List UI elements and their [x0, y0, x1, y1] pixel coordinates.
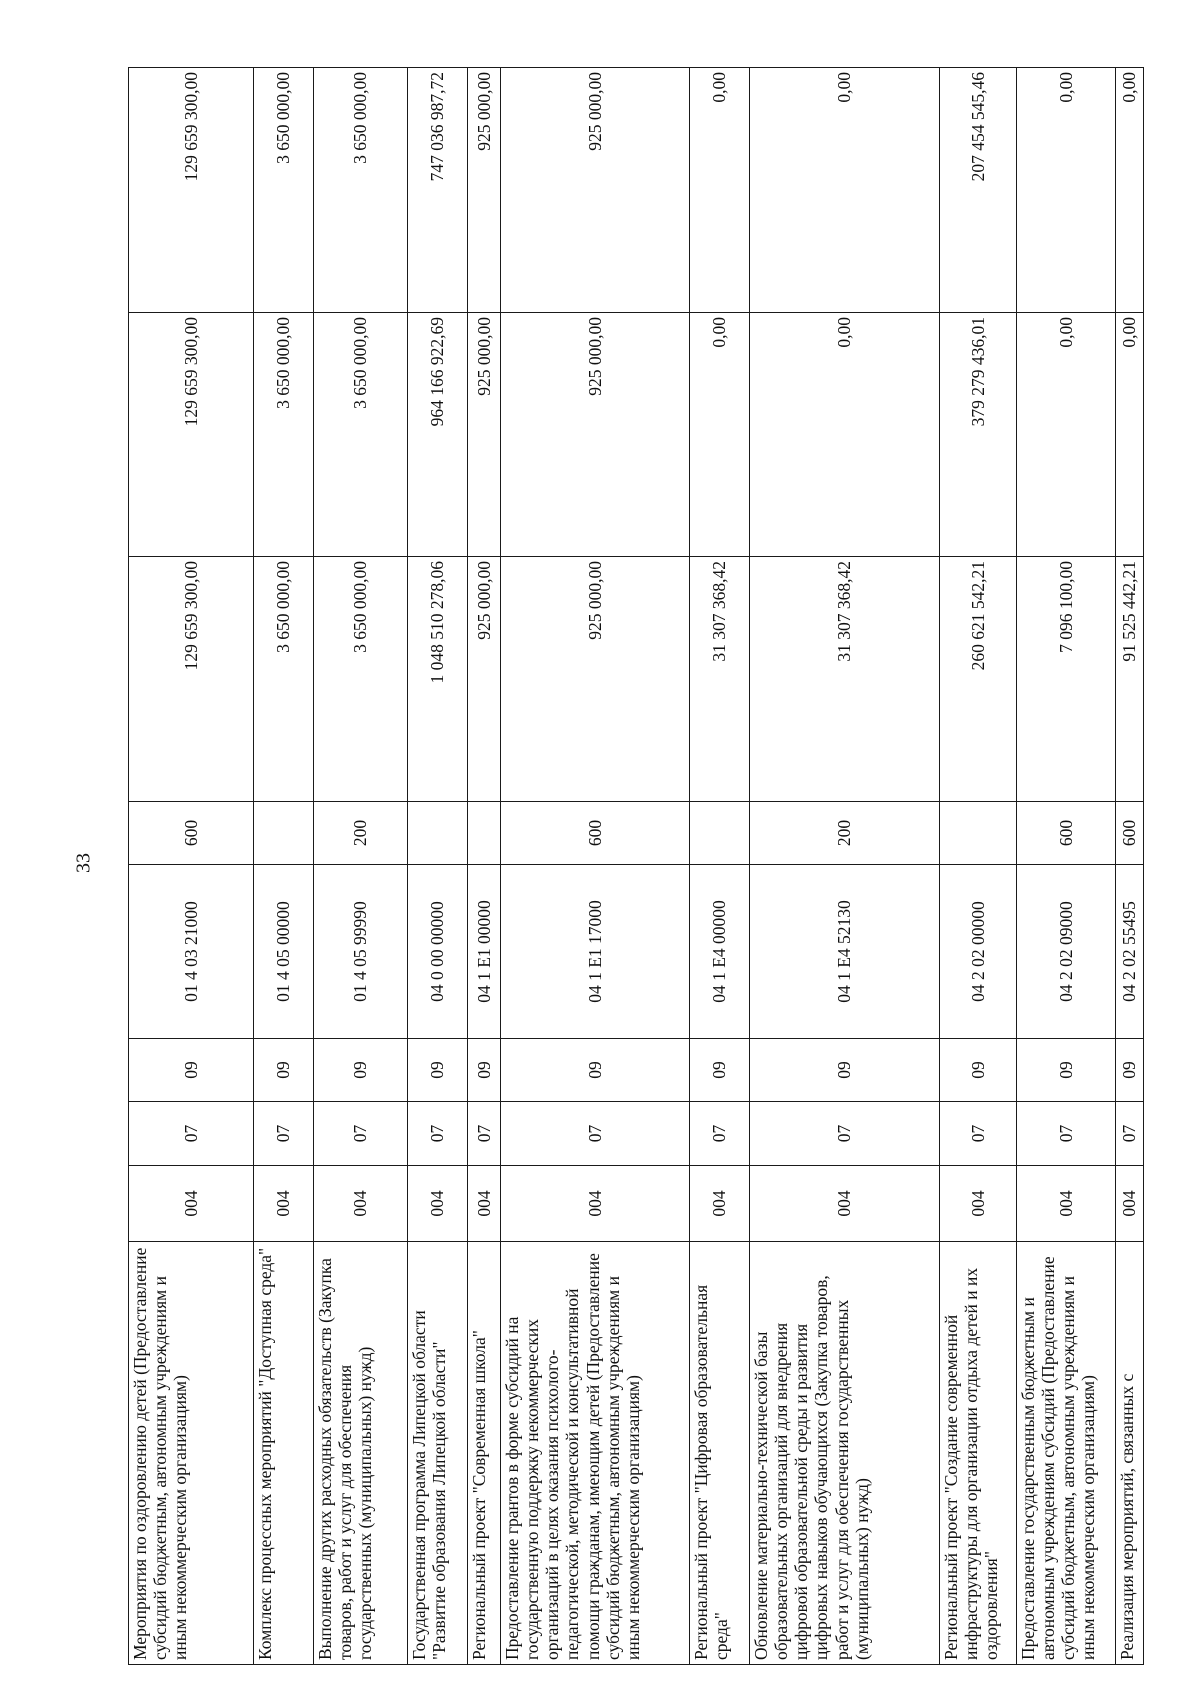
subsection-code-cell: 09	[1017, 1039, 1116, 1102]
amount-year2-cell: 0,00	[750, 313, 940, 557]
section-code-cell: 07	[408, 1102, 468, 1166]
row-name-cell: Предоставление грантов в форме субсидий на государственную поддержку некоммерческих организаций в целях оказания психолого-педагогической, методической и консультативной помощи гражданам, имеющим детей (Предоставление субсидий бюджетным, автономным учреждениям и иным некоммерческим организациям)	[501, 1242, 690, 1665]
admin-code-cell: 004	[254, 1166, 314, 1242]
target-code-cell: 04 1 E4 52130	[750, 865, 940, 1039]
budget-table	[128, 67, 1144, 1665]
expense-type-cell	[254, 802, 314, 865]
amount-year1-cell: 129 659 300,00	[129, 557, 254, 802]
row-name-cell: Реализация мероприятий, связанных с	[1116, 1242, 1144, 1665]
amount-year1-cell: 3 650 000,00	[254, 557, 314, 802]
table-row	[129, 68, 254, 1665]
admin-code-cell: 004	[1116, 1166, 1144, 1242]
amount-year1-cell: 31 307 368,42	[750, 557, 940, 802]
amount-year1-cell: 3 650 000,00	[314, 557, 408, 802]
target-code-cell: 04 2 02 00000	[940, 865, 1017, 1039]
subsection-code-cell: 09	[468, 1039, 501, 1102]
amount-year2-cell: 964 166 922,69	[408, 313, 468, 557]
amount-year3-cell: 0,00	[690, 68, 750, 313]
expense-type-cell	[940, 802, 1017, 865]
row-name-cell: Выполнение других расходных обязательств (Закупка товаров, работ и услуг для обеспечения государственных (муниципальных) нужд)	[314, 1242, 408, 1665]
expense-type-cell: 200	[314, 802, 408, 865]
amount-year2-cell: 925 000,00	[501, 313, 690, 557]
admin-code-cell: 004	[408, 1166, 468, 1242]
table-row	[940, 68, 1017, 1665]
admin-code-cell: 004	[940, 1166, 1017, 1242]
amount-year2-cell: 379 279 436,01	[940, 313, 1017, 557]
table-body	[129, 68, 1144, 1665]
amount-year3-cell: 0,00	[1017, 68, 1116, 313]
admin-code-cell: 004	[468, 1166, 501, 1242]
table-row	[690, 68, 750, 1665]
subsection-code-cell: 09	[408, 1039, 468, 1102]
amount-year2-cell: 129 659 300,00	[129, 313, 254, 557]
section-code-cell: 07	[254, 1102, 314, 1166]
amount-year2-cell: 0,00	[690, 313, 750, 557]
admin-code-cell: 004	[690, 1166, 750, 1242]
admin-code-cell: 004	[314, 1166, 408, 1242]
subsection-code-cell: 09	[750, 1039, 940, 1102]
target-code-cell: 04 2 02 55495	[1116, 865, 1144, 1039]
row-name-cell: Региональный проект "Цифровая образовательная среда"	[690, 1242, 750, 1665]
amount-year3-cell: 129 659 300,00	[129, 68, 254, 313]
amount-year3-cell: 925 000,00	[501, 68, 690, 313]
section-code-cell: 07	[314, 1102, 408, 1166]
table-row	[1116, 68, 1144, 1665]
table-row	[254, 68, 314, 1665]
admin-code-cell: 004	[501, 1166, 690, 1242]
expense-type-cell: 600	[501, 802, 690, 865]
amount-year1-cell: 91 525 442,21	[1116, 557, 1144, 802]
row-name-cell: Мероприятия по оздоровлению детей (Предоставление субсидий бюджетным, автономным учреждениям и иным некоммерческим организациям)	[129, 1242, 254, 1665]
expense-type-cell: 600	[129, 802, 254, 865]
target-code-cell: 04 0 00 00000	[408, 865, 468, 1039]
rotated-table-container	[128, 68, 1140, 1665]
subsection-code-cell: 09	[501, 1039, 690, 1102]
subsection-code-cell: 09	[1116, 1039, 1144, 1102]
expense-type-cell	[468, 802, 501, 865]
target-code-cell: 01 4 03 21000	[129, 865, 254, 1039]
section-code-cell: 07	[1017, 1102, 1116, 1166]
table-row	[468, 68, 501, 1665]
amount-year2-cell: 3 650 000,00	[314, 313, 408, 557]
target-code-cell: 04 2 02 09000	[1017, 865, 1116, 1039]
section-code-cell: 07	[501, 1102, 690, 1166]
subsection-code-cell: 09	[314, 1039, 408, 1102]
row-name-cell: Региональный проект "Создание современной инфраструктуры для организации отдыха детей и их оздоровления"	[940, 1242, 1017, 1665]
target-code-cell: 01 4 05 99990	[314, 865, 408, 1039]
section-code-cell: 07	[940, 1102, 1017, 1166]
subsection-code-cell: 09	[940, 1039, 1017, 1102]
section-code-cell: 07	[690, 1102, 750, 1166]
amount-year2-cell: 0,00	[1017, 313, 1116, 557]
expense-type-cell: 600	[1116, 802, 1144, 865]
amount-year1-cell: 925 000,00	[501, 557, 690, 802]
amount-year3-cell: 3 650 000,00	[254, 68, 314, 313]
target-code-cell: 04 1 E4 00000	[690, 865, 750, 1039]
amount-year2-cell: 925 000,00	[468, 313, 501, 557]
amount-year1-cell: 1 048 510 278,06	[408, 557, 468, 802]
section-code-cell: 07	[129, 1102, 254, 1166]
expense-type-cell: 600	[1017, 802, 1116, 865]
table-row	[408, 68, 468, 1665]
section-code-cell: 07	[1116, 1102, 1144, 1166]
row-name-cell: Комплекс процессных мероприятий "Доступная среда"	[254, 1242, 314, 1665]
amount-year1-cell: 260 621 542,21	[940, 557, 1017, 802]
target-code-cell: 04 1 E1 17000	[501, 865, 690, 1039]
amount-year3-cell: 747 036 987,72	[408, 68, 468, 313]
admin-code-cell: 004	[750, 1166, 940, 1242]
target-code-cell: 01 4 05 00000	[254, 865, 314, 1039]
subsection-code-cell: 09	[690, 1039, 750, 1102]
section-code-cell: 07	[468, 1102, 501, 1166]
amount-year3-cell: 0,00	[750, 68, 940, 313]
row-name-cell: Предоставление государственным бюджетным и автономным учреждениям субсидий (Предоставление субсидий бюджетным, автономным учреждениям и иным некоммерческим организациям)	[1017, 1242, 1116, 1665]
section-code-cell: 07	[750, 1102, 940, 1166]
row-name-cell: Обновление материально-технической базы образовательных организаций для внедрения цифровой образовательной среды и развития цифровых навыков обучающихся (Закупка товаров, работ и услуг для обеспечения государственных (муниципальных) нужд)	[750, 1242, 940, 1665]
amount-year2-cell: 0,00	[1116, 313, 1144, 557]
amount-year1-cell: 7 096 100,00	[1017, 557, 1116, 802]
amount-year3-cell: 3 650 000,00	[314, 68, 408, 313]
expense-type-cell	[690, 802, 750, 865]
expense-type-cell: 200	[750, 802, 940, 865]
row-name-cell: Региональный проект "Современная школа"	[468, 1242, 501, 1665]
admin-code-cell: 004	[129, 1166, 254, 1242]
row-name-cell: Государственная программа Липецкой области "Развитие образования Липецкой области"	[408, 1242, 468, 1665]
table-row	[750, 68, 940, 1665]
expense-type-cell	[408, 802, 468, 865]
amount-year3-cell: 207 454 545,46	[940, 68, 1017, 313]
amount-year3-cell: 0,00	[1116, 68, 1144, 313]
target-code-cell: 04 1 E1 00000	[468, 865, 501, 1039]
admin-code-cell: 004	[1017, 1166, 1116, 1242]
amount-year2-cell: 3 650 000,00	[254, 313, 314, 557]
amount-year1-cell: 925 000,00	[468, 557, 501, 802]
amount-year1-cell: 31 307 368,42	[690, 557, 750, 802]
page-number: 33	[72, 853, 95, 873]
subsection-code-cell: 09	[254, 1039, 314, 1102]
table-row	[1017, 68, 1116, 1665]
amount-year3-cell: 925 000,00	[468, 68, 501, 313]
subsection-code-cell: 09	[129, 1039, 254, 1102]
table-row	[501, 68, 690, 1665]
table-row	[314, 68, 408, 1665]
